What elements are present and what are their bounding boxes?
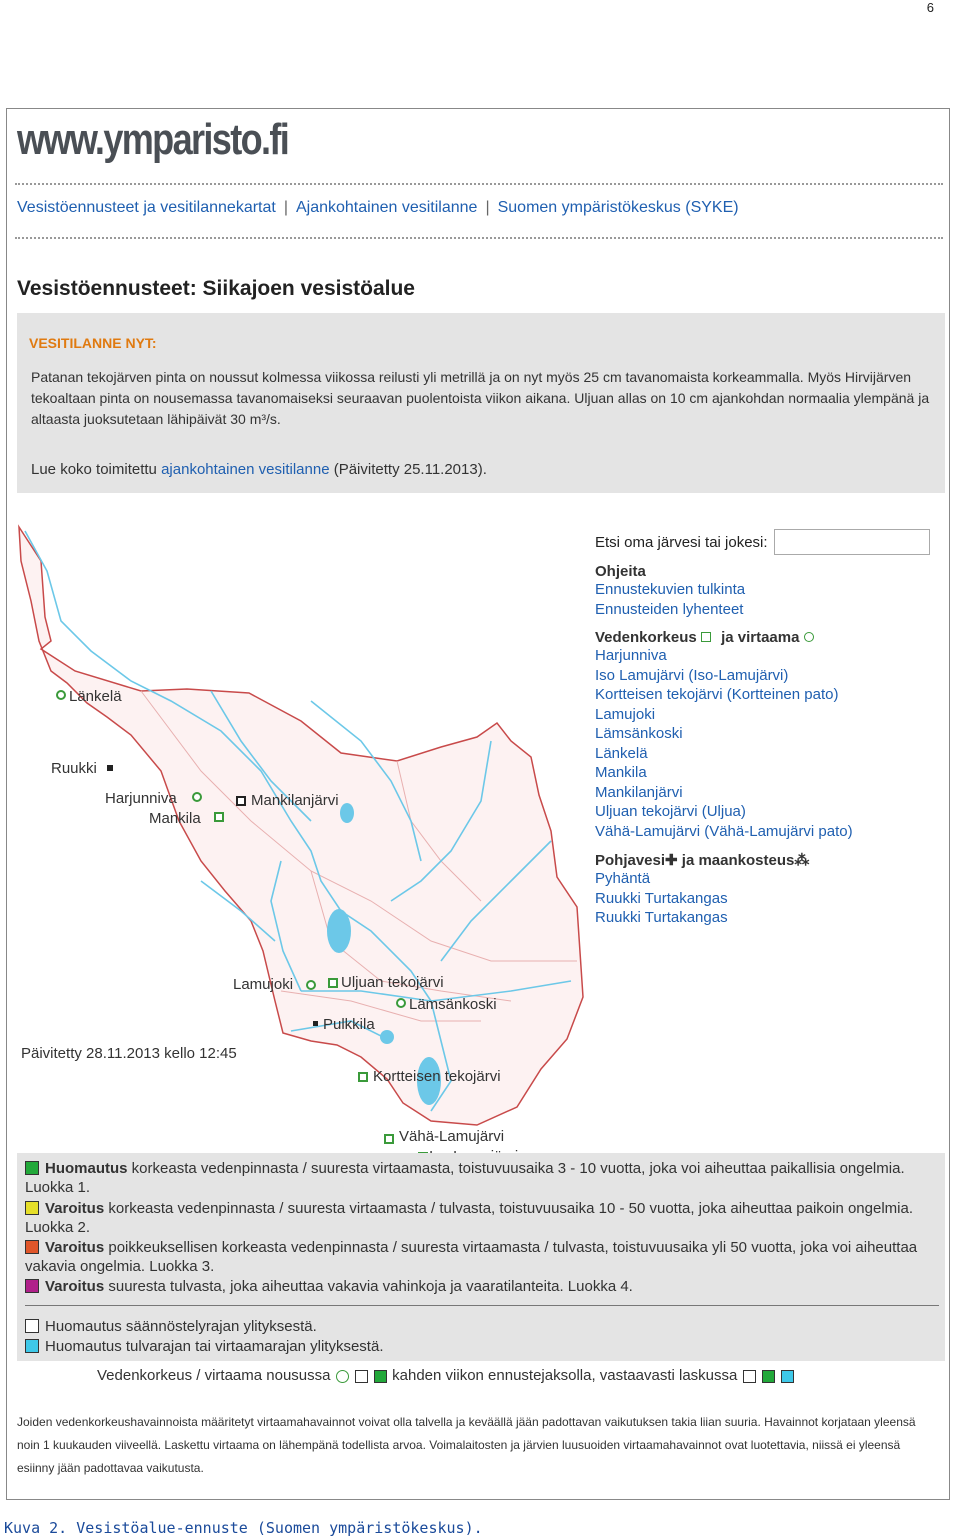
groundwater-heading: Pohjavesi [595, 852, 666, 869]
page-title: Vesistöennusteet: Siikajoen vesistöalue [17, 277, 415, 300]
legend-item-regulation [25, 1317, 935, 1336]
nav-link-syke[interactable]: Suomen ympäristökeskus (SYKE) [497, 199, 739, 216]
level-station-icon [701, 632, 711, 642]
station-link[interactable]: Uljuan tekojärvi (Uljua) [595, 803, 746, 820]
legend-item-text: poikkeuksellisen korkeasta vedenpinnasta / suuresta virtaamasta / tulvasta, toistuvuusaika yli 50 vuotta, joka voi aiheuttaa vakavia ongelmia. Luokka 3. [25, 1239, 918, 1275]
station-link[interactable]: Vähä-Lamujärvi (Vähä-Lamujärvi pato) [595, 822, 853, 840]
cyan-square-icon [25, 1339, 39, 1353]
current-situation-link[interactable]: ajankohtainen vesitilanne [161, 461, 330, 478]
groundwater-link[interactable]: Pyhäntä [595, 870, 651, 887]
water-level-section [595, 629, 945, 841]
water-level-heading-2: ja virtaama [721, 629, 800, 646]
read-suffix: (Päivitetty 25.11.2013). [333, 461, 487, 478]
map-label-lamsankoski[interactable]: Lämsänkoski [409, 996, 497, 1013]
map-label-pulkkila[interactable]: Pulkkila [323, 1016, 375, 1033]
map-label-harjunniva[interactable]: Harjunniva [105, 790, 177, 807]
flow-station-icon [804, 632, 814, 642]
falling-level-icon [743, 1370, 756, 1383]
legend-item-text: Huomautus tulvarajan tai virtaamarajan ylityksestä. [45, 1338, 384, 1355]
watershed-map[interactable] [11, 521, 591, 1145]
red-square-icon [25, 1240, 39, 1254]
rising-warning-icon [374, 1370, 387, 1383]
trend-prefix: Vedenkorkeus / virtaama nousussa [97, 1367, 331, 1384]
top-navigation [17, 199, 739, 217]
groundwater-link[interactable]: Ruukki Turtakangas [595, 889, 728, 907]
status-box [17, 313, 945, 493]
legend-item-text: korkeasta vedenpinnasta / suuresta virtaamasta, toistuvuusaika 3 - 10 vuotta, joka voi aiheuttaa paikallisia ongelmia. Luokka 1. [25, 1160, 905, 1196]
station-link[interactable]: Mankilanjärvi [595, 783, 683, 801]
legend-item-bold: Varoitus [45, 1239, 105, 1256]
legend-item-class-3 [25, 1238, 935, 1276]
help-link-interpretation[interactable]: Ennustekuvien tulkinta [595, 581, 746, 598]
nav-separator: | [283, 199, 288, 216]
map-label-lamujoki[interactable]: Lamujoki [233, 976, 294, 993]
legend-item-text: Huomautus säännöstelyrajan ylityksestä. [45, 1318, 317, 1335]
groundwater-heading-2: ja maankosteus [681, 852, 795, 869]
legend-item-class-4 [25, 1277, 935, 1296]
legend-item-class-1 [25, 1159, 935, 1197]
search-row [595, 529, 945, 555]
map-label-uljuan-tekojarvi[interactable]: Uljuan tekojärvi [341, 974, 444, 991]
help-heading: Ohjeita [595, 563, 646, 580]
page-number: 6 [926, 0, 934, 15]
site-logo[interactable]: www.ymparisto.fi [17, 115, 289, 164]
figure-caption: Kuva 2. Vesistöalue-ennuste (Suomen ympäristökeskus). [4, 1519, 483, 1537]
map-label-lankela[interactable]: Länkelä [69, 688, 122, 705]
white-square-icon [25, 1319, 39, 1333]
status-heading: VESITILANNE NYT: [29, 335, 157, 351]
rising-level-icon [355, 1370, 368, 1383]
station-link[interactable]: Mankila [595, 764, 647, 781]
map-label-vaha-lamujarvi[interactable]: Vähä-Lamujärvi [399, 1128, 505, 1145]
disclaimer-text: Joiden vedenkorkeushavainnoista määritetyt virtaamahavainnot voivat olla talvella ja keväällä jään padottavan vaikutuksen takia liian suuria. Havainnot korjataan yleensä noin 1 kuukauden viiveellä. Laskettu virtaama on lähempänä todellista arvoa. Voimalaitosten ja järvien luusuoiden virtaamahavainnot ovat luotettavia, niissä ei yleensä esiinny jään padottavaa vaikutusta. [17, 1415, 916, 1475]
read-prefix: Lue koko toimitettu [31, 461, 157, 478]
status-text: Patanan tekojärven pinta on noussut kolmessa viikossa reilusti yli metrillä ja on nyt myös 25 cm tavanomaista korkeammalla. Myös Hirvijärven tekoaltaan pinta on nousemassa tavanomaiseksi seuraavan puolentoista viikon aikana. Uljuan allas on 10 cm ajankohdan normaalia ylempänä ja altaasta juoksutetaan lähipäivät 30 m³/s. [31, 369, 930, 427]
map-label-kortteisen-tekojarvi[interactable]: Kortteisen tekojärvi [373, 1068, 501, 1085]
soil-moisture-icon: ⁂ [794, 852, 810, 869]
status-read-more [31, 461, 487, 478]
trend-legend [97, 1367, 795, 1384]
nav-link-forecasts[interactable]: Vesistöennusteet ja vesitilannekartat [17, 199, 276, 216]
water-level-heading: Vedenkorkeus [595, 629, 697, 646]
green-square-icon [25, 1161, 39, 1175]
map-updated-timestamp: Päivitetty 28.11.2013 kello 12:45 [21, 1045, 237, 1062]
station-link[interactable]: Kortteisen tekojärvi (Kortteinen pato) [595, 686, 839, 703]
station-link[interactable]: Iso Lamujärvi (Iso-Lamujärvi) [595, 666, 789, 684]
map-label-mankila[interactable]: Mankila [149, 810, 201, 827]
watershed-area [19, 527, 583, 1125]
nav-link-current-situation[interactable]: Ajankohtainen vesitilanne [295, 199, 478, 216]
rising-flow-icon [336, 1370, 349, 1383]
groundwater-icon: ✚ [665, 852, 678, 869]
purple-square-icon [25, 1279, 39, 1293]
station-link[interactable]: Lämsänkoski [595, 725, 683, 742]
station-sidebar [595, 529, 945, 928]
yellow-square-icon [25, 1201, 39, 1215]
map-label-mankilanjarvi[interactable]: Mankilanjärvi [251, 792, 339, 809]
search-label: Etsi oma järvesi tai jokesi: [595, 533, 768, 551]
groundwater-link[interactable]: Ruukki Turtakangas [595, 909, 728, 926]
legend-item-class-2 [25, 1199, 935, 1237]
station-link[interactable]: Länkelä [595, 744, 648, 762]
legend-divider [25, 1305, 939, 1306]
groundwater-section [595, 851, 945, 928]
falling-warning-icon [762, 1370, 775, 1383]
screenshot-frame [6, 108, 950, 1500]
legend-item-bold: Varoitus [45, 1200, 105, 1217]
legend-item-text: suuresta tulvasta, joka aiheuttaa vakavia vahinkoja ja vaaratilanteita. Luokka 4. [104, 1278, 633, 1295]
help-link-abbreviations[interactable]: Ennusteiden lyhenteet [595, 600, 744, 618]
station-link[interactable]: Lamujoki [595, 705, 656, 723]
legend-item-bold: Varoitus [45, 1278, 105, 1295]
legend-item-text: korkeasta vedenpinnasta / suuresta virtaamasta / tulvasta, toistuvuusaika 10 - 50 vuotta, joka aiheuttaa paikoin ongelmia. Luokka 2. [25, 1200, 913, 1236]
dotted-divider [15, 237, 943, 239]
nav-separator: | [485, 199, 490, 216]
lake-search-input[interactable] [774, 529, 930, 555]
station-link[interactable]: Harjunniva [595, 647, 667, 664]
trend-middle: kahden viikon ennustejaksolla, vastaavasti laskussa [392, 1367, 738, 1384]
dotted-divider [15, 183, 943, 185]
legend-item-bold: Huomautus [45, 1160, 128, 1177]
map-label-ruukki[interactable]: Ruukki [51, 760, 97, 777]
falling-flood-icon [781, 1370, 794, 1383]
warning-legend [17, 1153, 945, 1361]
legend-item-flood-limit [25, 1337, 935, 1356]
